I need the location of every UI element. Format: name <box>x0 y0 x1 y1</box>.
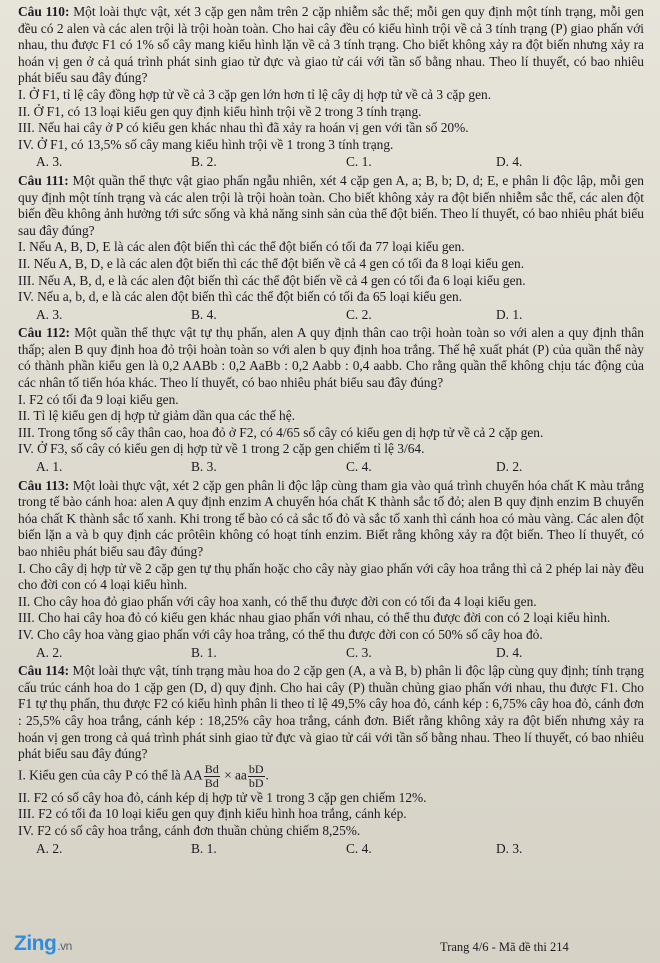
statement-2: II. Ở F1, có 13 loại kiểu gen quy định kiểu hình trội về 2 trong 3 tính trạng. <box>18 103 422 119</box>
statement-1: I. F2 có tối đa 9 loại kiểu gen. <box>18 391 179 407</box>
question-114-stem <box>18 663 644 763</box>
answer-a: A. 1. <box>36 459 63 475</box>
answer-b: B. 1. <box>191 840 217 856</box>
fraction-numerator: bD <box>248 761 264 776</box>
answer-options <box>18 841 644 858</box>
statement-1-genotype <box>18 763 644 790</box>
question-label: Câu 111: <box>18 172 69 188</box>
question-113-stem <box>18 478 644 561</box>
question-text: Một loài thực vật, xét 2 cặp gen phân li độc lập cùng tham gia vào quá trình chuyển hóa chất K màu trắng trong tế bào cánh hoa: alen A quy định enzim A chuyển hóa chất K thành sắc tố đỏ; alen B quy định enzim B chuyển hóa chất K thành sắc tố xanh. Khi trong tế bào có cả sắc tố đỏ và sắc tố xanh thì cánh hoa có màu vàng. Các alen đột biến lặn a và b quy định các prôtêin không có hoạt tính enzim. Biết rằng không xảy ra đột biến. Theo lí thuyết, có bao nhiêu phát biểu sau đây đúng? <box>18 477 644 559</box>
statement-2: II. Nếu A, B, D, e là các alen đột biến thì các thể đột biến về cả 4 gen có tối đa 8 loại kiểu gen. <box>18 255 525 271</box>
statement-1: I. Nếu A, B, D, E là các alen đột biến thì các thể đột biến có tối đa 77 loại kiểu gen. <box>18 239 465 255</box>
answer-a: A. 3. <box>36 154 63 170</box>
question-text: Một quần thể thực vật giao phấn ngẫu nhiên, xét 4 cặp gen A, a; B, b; D, d; E, e phân li độc lập, mỗi gen quy định một tính trạng và các alen trội là trội hoàn toàn. Cho biết không xảy ra đột biến nhiễm sắc thể, các alen đột biến đều không ảnh hưởng tới sức sống và khả năng sinh sản của thể đột biến. Theo lí thuyết, có bao nhiêu phát biểu sau đây đúng? <box>18 172 644 238</box>
exam-content <box>18 2 644 859</box>
answer-c: C. 4. <box>346 459 372 475</box>
question-112 <box>18 325 644 475</box>
statement-3: III. Cho hai cây hoa đỏ có kiểu gen khác nhau giao phấn với nhau, có thể thu được đời con có 2 loại kiểu hình. <box>18 610 611 626</box>
question-text: Một loài thực vật, xét 3 cặp gen nằm trên 2 cặp nhiễm sắc thể; mỗi gen quy định một tính trạng, mỗi gen đều có 2 alen và các alen trội là trội hoàn toàn. Cho hai cây đều có kiểu hình trội về cả 3 tính trạng (P) giao phấn với nhau, thu được F1 có 1% số cây mang kiểu hình lặn về cả 3 tính trạng. Cho biết không xảy ra đột biến nhưng xảy ra hoán vị gen ở cả quá trình phát sinh giao tử đực và giao tử cái với tần số bằng nhau. Theo lí thuyết, có bao nhiêu phát biểu sau đây đúng? <box>18 4 644 86</box>
statement-4: IV. Nếu a, b, d, e là các alen đột biến thì các thể đột biến có tối đa 65 loại kiểu gen. <box>18 289 463 305</box>
answer-d: D. 2. <box>496 459 523 475</box>
answer-d: D. 4. <box>496 154 523 170</box>
genotype-end: . <box>265 767 269 783</box>
statement-4: IV. Ở F3, số cây có kiểu gen dị hợp tử về 1 trong 2 cặp gen chiếm tỉ lệ 3/64. <box>18 441 425 457</box>
question-text: Một quần thể thực vật tự thụ phấn, alen A quy định thân cao trội hoàn toàn so với alen a quy định thân thấp; alen B quy định hoa đỏ trội hoàn toàn so với alen b quy định hoa trắng. Thế hệ xuất phát (P) của quần thể này có thành phần kiểu gen là 0,2 AABb : 0,2 AaBb : 0,2 Aabb : 0,4 aabb. Cho rằng quần thể không chịu tác động của các nhân tố tiến hóa khác. Theo lí thuyết, có bao nhiêu phát biểu sau đây đúng? <box>18 325 644 391</box>
statement-3: III. Nếu hai cây ở P có kiểu gen khác nhau thì đã xảy ra hoán vị gen với tần số 20%. <box>18 120 469 136</box>
question-110-stem <box>18 4 644 87</box>
statement-1: I. Ở F1, tỉ lệ cây đồng hợp tử về cả 3 cặp gen lớn hơn tỉ lệ cây dị hợp tử về cả 3 cặp gen. <box>18 86 492 102</box>
question-label: Câu 110: <box>18 4 70 19</box>
fraction-denominator: Bd <box>204 775 219 790</box>
logo-suffix: .vn <box>57 939 72 953</box>
answer-options <box>18 307 644 324</box>
genotype-fraction-1 <box>204 763 220 790</box>
question-text: Một loài thực vật, tính trạng màu hoa do 2 cặp gen (A, a và B, b) phân li độc lập cùng quy định; tính trạng cấu trúc cánh hoa do 1 cặp gen (D, d) quy định. Cho hai cây (P) thuần chủng giao phấn với nhau, thu được F1. Cho F1 tự thụ phấn, thu được F2 có kiểu hình phân li theo tỉ lệ 49,5% cây hoa đỏ, cánh kép : 6,75% cây hoa đỏ, cánh đơn : 25,5% cây hoa trắng, cánh kép : 18,25% cây hoa trắng, cánh đơn. Biết rằng không xảy ra đột biến nhưng xảy ra hoán vị gen trong cả quá trình phát sinh giao tử đực và giao tử cái với tần số bằng nhau. Theo lí thuyết, có bao nhiêu phát biểu sau đây đúng? <box>18 663 645 762</box>
genotype-prefix: I. Kiểu gen của cây P có thể là AA <box>18 767 203 783</box>
statement-4: IV. F2 có số cây hoa trắng, cánh đơn thuần chủng chiếm 8,25%. <box>18 822 361 838</box>
statement-3: III. Nếu A, B, d, e là các alen đột biến thì các thể đột biến về cả 4 gen có tối đa 6 loại kiểu gen. <box>18 272 526 288</box>
answer-b: B. 1. <box>191 644 217 660</box>
answer-d: D. 3. <box>496 840 523 856</box>
page-footer: Trang 4/6 - Mã đề thi 214 <box>440 940 569 954</box>
statement-2: II. Cho cây hoa đỏ giao phấn với cây hoa xanh, có thể thu được đời con có tối đa 4 loại kiểu gen. <box>18 593 537 609</box>
statement-2: II. Tỉ lệ kiểu gen dị hợp tử giảm dần qua các thế hệ. <box>18 408 295 424</box>
statement-4: IV. Ở F1, có 13,5% số cây mang kiểu hình trội về 1 trong 3 tính trạng. <box>18 136 394 152</box>
answer-c: C. 1. <box>346 154 372 170</box>
statement-3: III. Trong tổng số cây thân cao, hoa đỏ ở F2, có 4/65 số cây có kiểu gen dị hợp tử về cả 2 cặp gen. <box>18 424 544 440</box>
statement-4: IV. Cho cây hoa vàng giao phấn với cây hoa trắng, có thể thu được đời con có 50% số cây hoa đỏ. <box>18 626 543 642</box>
question-113 <box>18 478 644 662</box>
statement-3: III. F2 có tối đa 10 loại kiểu gen quy định kiểu hình hoa trắng, cánh kép. <box>18 806 407 822</box>
answer-b: B. 2. <box>191 154 217 170</box>
fraction-denominator: bD <box>248 775 264 790</box>
logo-text: Zing <box>14 932 57 955</box>
answer-c: C. 4. <box>346 840 372 856</box>
answer-a: A. 3. <box>36 306 63 322</box>
question-label: Câu 112: <box>18 325 70 341</box>
question-111 <box>18 173 644 323</box>
genotype-times: × aa <box>224 767 247 783</box>
answer-a: A. 2. <box>36 644 63 660</box>
statement-1: I. Cho cây dị hợp tử về 2 cặp gen tự thụ phấn hoặc cho cây này giao phấn với cây hoa trắng thì cả 2 phép lai này đều cho đời con có 4 loại kiểu hình. <box>18 560 644 593</box>
answer-d: D. 1. <box>496 306 523 322</box>
answer-options <box>18 645 644 662</box>
zing-logo <box>14 932 72 956</box>
question-114 <box>18 663 644 857</box>
answer-d: D. 4. <box>496 644 523 660</box>
fraction-numerator: Bd <box>204 761 219 776</box>
statement-2: II. F2 có số cây hoa đỏ, cánh kép dị hợp tử về 1 trong 3 cặp gen chiếm 12%. <box>18 789 427 805</box>
answer-options <box>18 459 644 476</box>
question-label: Câu 113: <box>18 477 70 493</box>
answer-options <box>18 154 644 171</box>
question-label: Câu 114: <box>18 663 70 679</box>
question-112-stem <box>18 325 644 391</box>
question-110 <box>18 4 644 171</box>
genotype-fraction-2 <box>248 763 265 790</box>
answer-b: B. 3. <box>191 459 217 475</box>
answer-b: B. 4. <box>191 306 217 322</box>
answer-a: A. 2. <box>36 840 63 856</box>
question-111-stem <box>18 173 644 239</box>
answer-c: C. 3. <box>346 644 372 660</box>
answer-c: C. 2. <box>346 306 372 322</box>
